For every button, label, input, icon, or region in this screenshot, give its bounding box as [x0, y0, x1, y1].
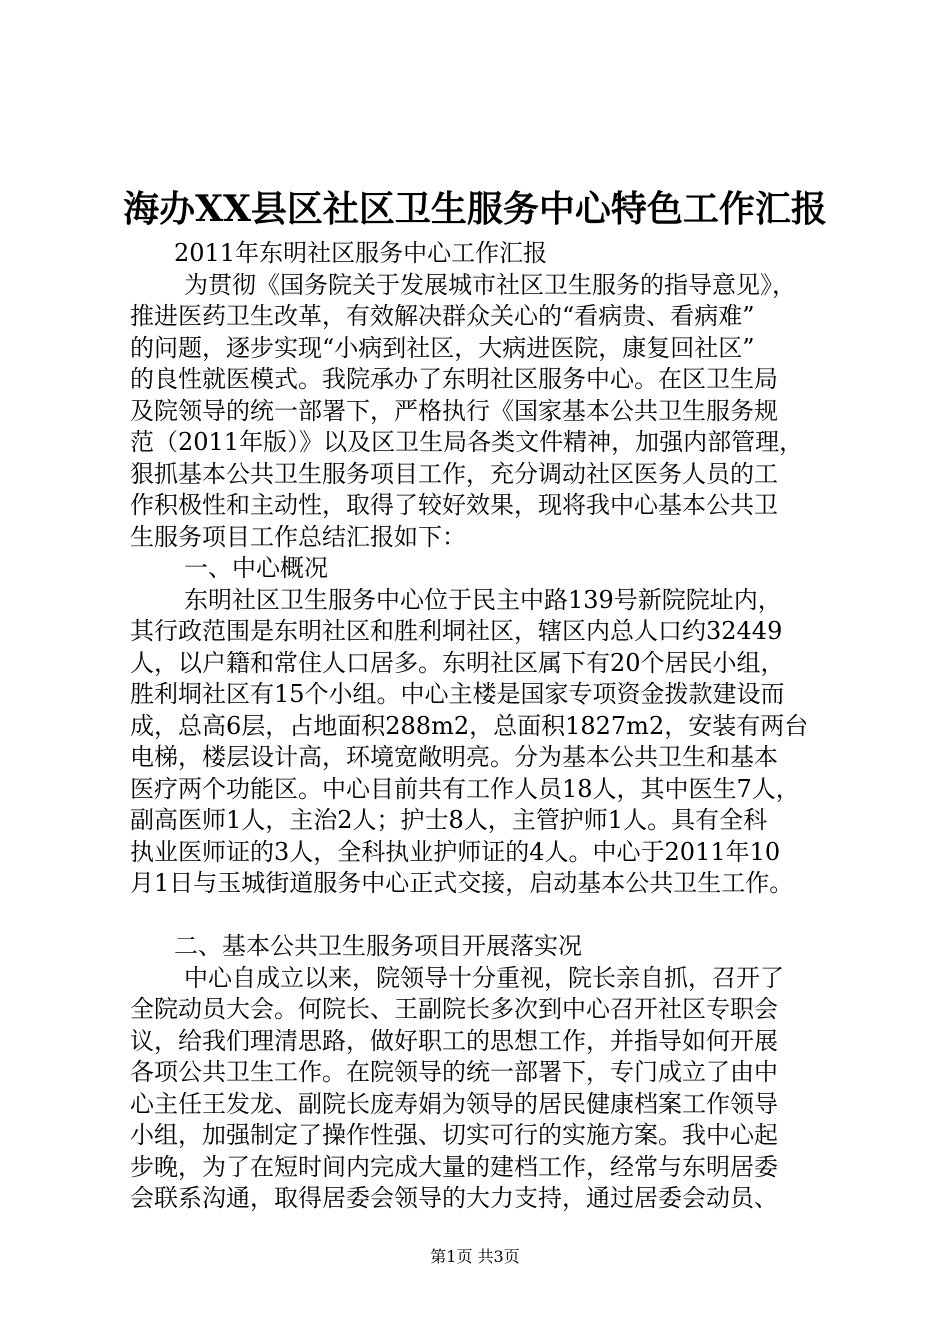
paragraph-line: 的问题，逐步实现“小病到社区，大病进医院，康复回社区” [130, 333, 755, 362]
paragraph-line: 成，总高6层，占地面积288m2，总面积1827m2，安装有两台 [130, 711, 809, 740]
paragraph-line: 人，以户籍和常住人口居多。东明社区属下有20个居民小组， [130, 648, 785, 677]
paragraph-line: 及院领导的统一部署下，严格执行《国家基本公共卫生服务规 [130, 396, 778, 425]
paragraph-line: 为贯彻《国务院关于发展城市社区卫生服务的指导意见》， [184, 270, 796, 299]
paragraph-line: 月1日与玉城街道服务中心正式交接，启动基本公共卫生工作。 [130, 869, 794, 897]
document-subtitle: 2011年东明社区服务中心工作汇报 [174, 239, 548, 267]
paragraph-line: 心主任王发龙、副院长庞寿娟为领导的居民健康档案工作领导 [130, 1089, 778, 1118]
document-body [130, 238, 850, 1215]
section-heading: 二、基本公共卫生服务项目开展落实况 [174, 932, 582, 960]
paragraph-line: 电梯，楼层设计高，环境宽敞明亮。分为基本公共卫生和基本 [130, 743, 778, 771]
paragraph-line: 胜利垌社区有15个小组。中心主楼是国家专项资金拨款建设而 [130, 680, 785, 708]
document-title: 海办XX县区社区卫生服务中心特色工作汇报 [123, 188, 827, 230]
page-number-footer: 第1页 共3页 [430, 1247, 520, 1266]
paragraph-line: 狠抓基本公共卫生服务项目工作，充分调动社区医务人员的工 [130, 459, 778, 488]
paragraph-line: 的良性就医模式。我院承办了东明社区服务中心。在区卫生局 [130, 365, 778, 393]
paragraph-line: 推进医药卫生改革，有效解决群众关心的“看病贵、看病难” [130, 302, 755, 330]
section-heading: 一、中心概况 [184, 554, 328, 582]
paragraph-line: 医疗两个功能区。中心目前共有工作人员18人，其中医生7人， [130, 774, 800, 803]
paragraph-line: 东明社区卫生服务中心位于民主中路139号新院院址内， [184, 585, 782, 614]
paragraph-line: 其行政范围是东明社区和胜利垌社区，辖区内总人口约32449 [130, 617, 783, 645]
paragraph-line: 中心自成立以来，院领导十分重视，院长亲自抓，召开了 [184, 963, 784, 992]
paragraph-line: 作积极性和主动性，取得了较好效果，现将我中心基本公共卫 [130, 491, 778, 519]
paragraph-line: 执业医师证的3人，全科执业护师证的4人。中心于2011年10 [130, 837, 781, 866]
paragraph-line: 会联系沟通，取得居委会领导的大力支持，通过居委会动员、 [130, 1184, 778, 1212]
paragraph-line: 小组，加强制定了操作性强、切实可行的实施方案。我中心起 [130, 1121, 778, 1149]
paragraph-line: 副高医师1人，主治2人；护士8人，主管护师1人。具有全科 [130, 806, 768, 834]
paragraph-line: 范（2011年版）》以及区卫生局各类文件精神，加强内部管理， [130, 428, 804, 456]
paragraph-line: 议，给我们理清思路，做好职工的思想工作，并指导如何开展 [130, 1026, 778, 1055]
paragraph-line: 步晚，为了在短时间内完成大量的建档工作，经常与东明居委 [130, 1152, 778, 1181]
paragraph-line: 各项公共卫生工作。在院领导的统一部署下，专门成立了由中 [130, 1058, 778, 1086]
paragraph-line: 全院动员大会。何院长、王副院长多次到中心召开社区专职会 [130, 995, 778, 1023]
paragraph-gap [130, 900, 850, 932]
paragraph-line: 生服务项目工作总结汇报如下： [130, 522, 466, 551]
